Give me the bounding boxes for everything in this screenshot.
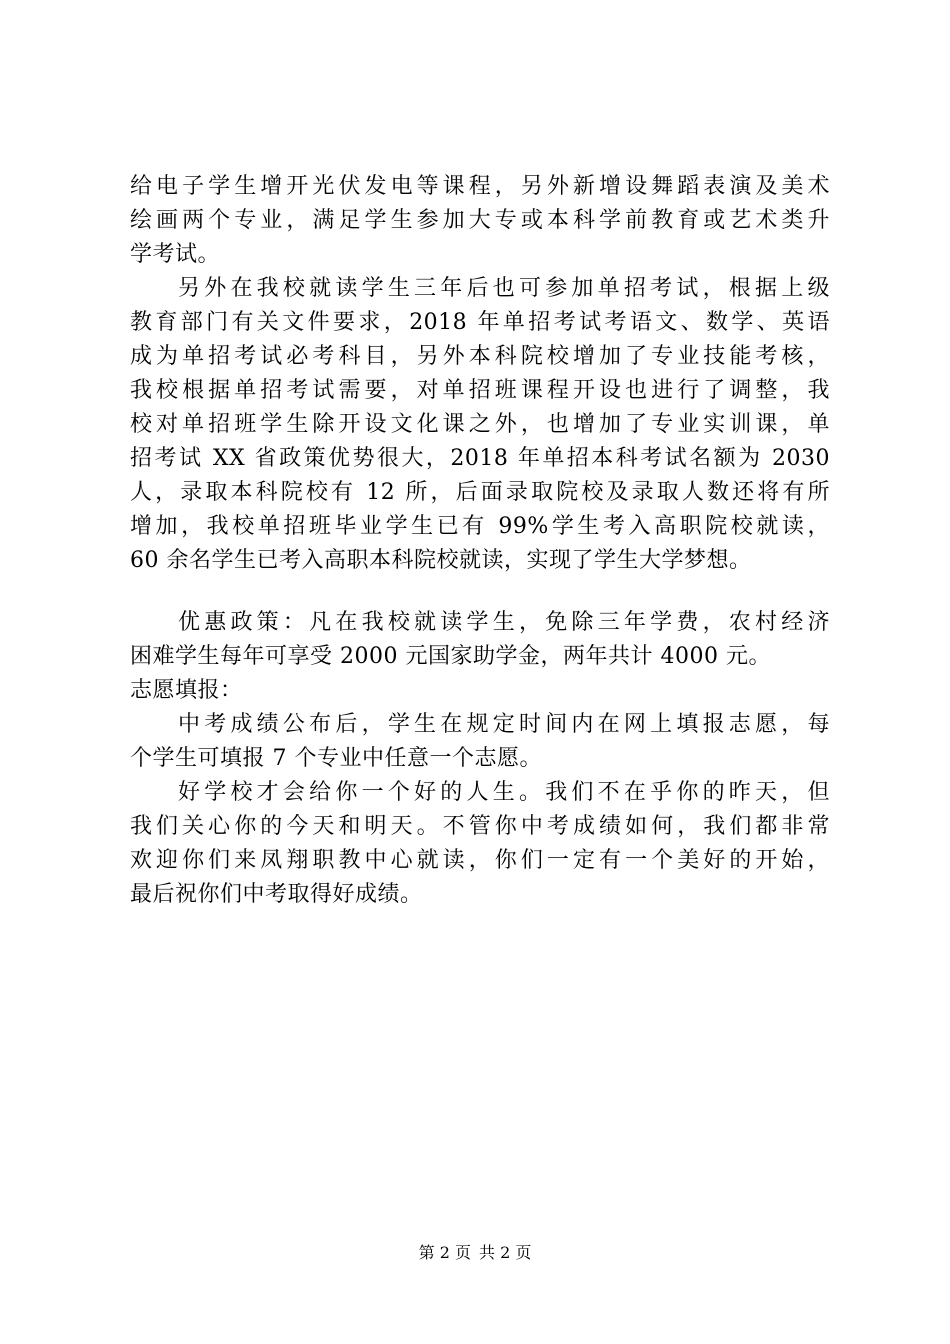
text-line: 另外在我校就读学生三年后也可参加单招考试，根据上级 xyxy=(178,276,830,301)
text-line: 个学生可填报 7 个专业中任意一个志愿。 xyxy=(130,746,542,771)
text-line: 欢迎你们来凤翔职教中心就读，你们一定有一个美好的开始， xyxy=(130,848,830,873)
text-line: 最后祝你们中考取得好成绩。 xyxy=(130,882,423,907)
heading-application-filling xyxy=(130,674,830,708)
text-line: 优惠政策：凡在我校就读学生，免除三年学费，农村经济 xyxy=(178,610,830,635)
text-line: 教育部门有关文件要求，2018 年单招考试考语文、数学、英语 xyxy=(130,310,830,335)
text-line: 绘画两个专业，满足学生参加大专或本科学前教育或艺术类升 xyxy=(130,208,830,233)
text-line: 困难学生每年可享受 2000 元国家助学金，两年共计 4000 元。 xyxy=(130,644,771,669)
paragraph-closing-message xyxy=(130,776,830,912)
text-line: 学考试。 xyxy=(130,242,221,267)
text-line: 我们关心你的今天和明天。不管你中考成绩如何，我们都非常 xyxy=(130,814,830,839)
text-line: 人，录取本科院校有 12 所，后面录取院校及录取人数还将有所 xyxy=(130,480,830,505)
text-line: 招考试 XX 省政策优势很大，2018 年单招本科考试名额为 2030 xyxy=(130,446,830,471)
paragraph-application-process xyxy=(130,708,830,776)
paragraph-preferential-policy xyxy=(130,606,830,674)
text-line: 校对单招班学生除开设文化课之外，也增加了专业实训课，单 xyxy=(130,412,830,437)
text-line: 我校根据单招考试需要，对单招班课程开设也进行了调整，我 xyxy=(130,378,830,403)
text-line: 给电子学生增开光伏发电等课程，另外新增设舞蹈表演及美术 xyxy=(130,174,830,199)
text-line: 增加，我校单招班毕业学生已有 99%学生考入高职院校就读， xyxy=(130,514,830,539)
page-footer xyxy=(0,1243,950,1263)
text-line: 好学校才会给你一个好的人生。我们不在乎你的昨天，但 xyxy=(178,780,830,805)
paragraph-single-enrollment-exam xyxy=(130,272,830,578)
page-total: 共 2 页 xyxy=(479,1243,532,1262)
text-line: 成为单招考试必考科目，另外本科院校增加了专业技能考核， xyxy=(130,344,830,369)
text-line: 60 余名学生已考入高职本科院校就读，实现了学生大学梦想。 xyxy=(130,548,752,573)
text-line: 中考成绩公布后，学生在规定时间内在网上填报志愿，每 xyxy=(178,712,830,737)
document-body xyxy=(130,170,830,912)
paragraph-spacer xyxy=(130,578,830,606)
page-number: 第 2 页 xyxy=(418,1243,471,1262)
paragraph-elective-courses xyxy=(130,170,830,272)
text-line: 志愿填报： xyxy=(130,678,243,703)
